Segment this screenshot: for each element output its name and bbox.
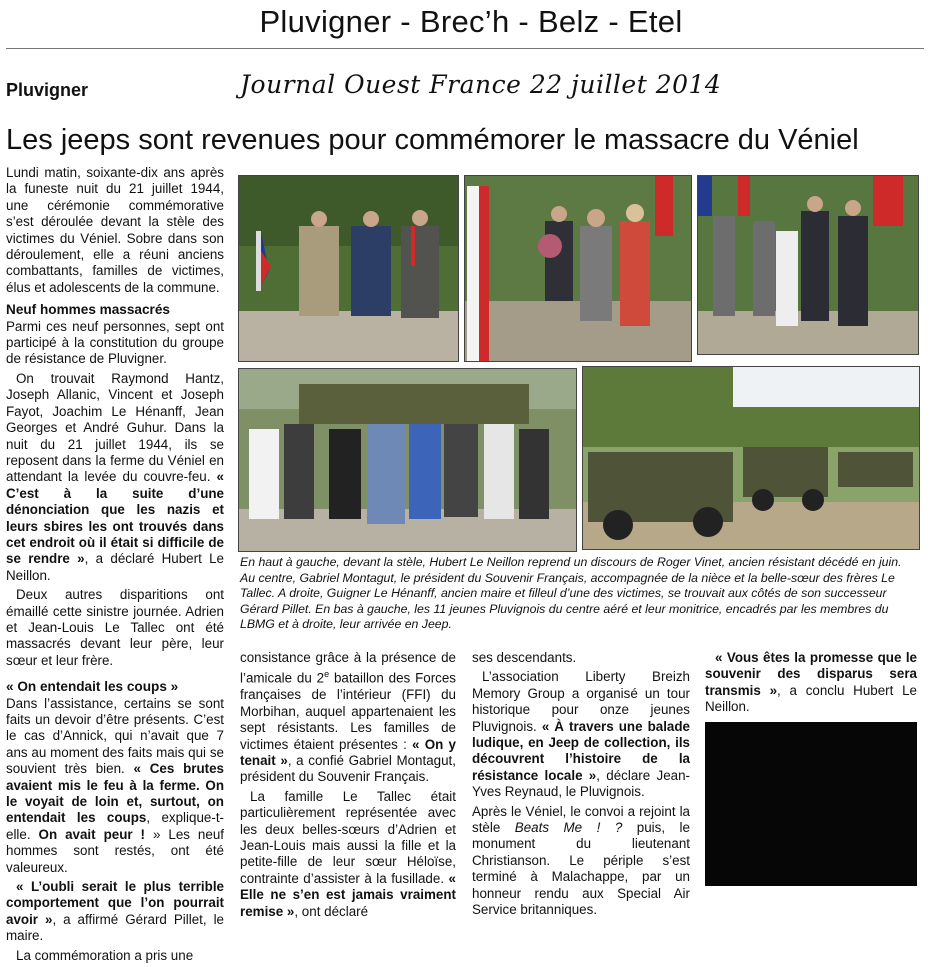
quote: « À travers une balade ludique, en Jeep de collection, ils découvrent l’histoire de la résistance locale » [472, 718, 690, 783]
paragraph: Parmi ces neuf personnes, sept ont participé à la constitution du groupe de résistance de Pluvigner. [6, 318, 224, 367]
paragraph: La commémoration a pris une [16, 947, 194, 963]
paragraph: « L’oubli serait le plus terrible comportement que l’on pourrait avoir », a affirmé Gérard Pillet, le maire. [6, 879, 224, 944]
quote: On avait peur ! [38, 826, 153, 842]
subheading-coups: « On entendait les coups » [6, 679, 179, 695]
quote: « Ces brutes avaient mis le feu à la ferme. On le voyait de loin et, surtout, on entendait les coups [6, 761, 224, 826]
paragraph: Deux autres disparitions ont émaillé cette sinistre journée. Adrien et Jean-Louis Le Tallec ont été massacrés devant leur père, leur sœur et leur frère. [6, 587, 224, 668]
photo-youth-group [238, 368, 577, 552]
article-column-3 [472, 650, 690, 922]
article-headline: Les jeeps sont revenues pour commémorer le massacre du Véniel [6, 124, 859, 156]
paragraph: « Vous êtes la promesse que le souvenir des disparus sera transmis », a conclu Hubert Le Neillon. [705, 650, 917, 715]
quote: « C’est à la suite d’une dénonciation que les nazis et leurs sbires les ont trouvés dans cet endroit où il était si difficile de se rendre » [6, 469, 224, 567]
header-rule [6, 48, 924, 49]
paragraph: La famille Le Tallec était particulièrement représentée avec les deux belles-sœurs d’Adrien et Jean-Louis mais aussi la fille et la petite-fille de leur sœur Héloïse, contrainte d’assister à la fusillade. « Elle ne s’en est jamais vraiment remise », ont déclaré [240, 788, 456, 919]
photo-jeep-convoy [582, 366, 920, 550]
quote: « Elle ne s’en est jamais vraiment remise » [240, 870, 456, 919]
paragraph: L’association Liberty Breizh Memory Group a organisé un tour historique pour onze jeunes Pluvignois. « À travers une balade ludique, en Jeep de collection, ils découvrent l’histoire de la résistance locale », déclare Jean-Yves Reynaud, le Pluvignois. [472, 669, 690, 800]
article-column-2 [240, 650, 456, 923]
quote: « L’oubli serait le plus terrible comportement que l’on pourrait avoir » [6, 879, 224, 927]
paragraph: Après le Véniel, le convoi a rejoint la stèle Beats Me ! ? puis, le monument du lieutenant Christianson. Le périple s’est terminé à Malachappe, par un honneur rendu aux Special Air Service britanniques. [472, 803, 690, 918]
paragraph-intro: Lundi matin, soixante-dix ans après la funeste nuit du 21 juillet 1944, une cérémonie commémorative s’est déroulée devant la stèle des victimes du Véniel. Sobre dans son déroulement, elle a réuni anciens combattants, familles de victimes, élus et adolescents de la commune. [6, 165, 224, 295]
black-redaction-box [705, 722, 917, 886]
article-column-4 [705, 650, 917, 719]
quote: « Vous êtes la promesse que le souvenir des disparus sera transmis » [705, 650, 917, 698]
photo-stele-speech [238, 175, 459, 362]
handwritten-note: Journal Ouest France 22 juillet 2014 [240, 70, 722, 99]
quote: « On y tenait » [240, 736, 456, 768]
photo-wreath-laying [464, 175, 692, 362]
photo-officials-flags [697, 175, 919, 355]
region-title: Pluvigner - Brec’h - Belz - Etel [259, 4, 683, 39]
paragraph: On trouvait Raymond Hantz, Joseph Allanic, Vincent et Joseph Fayot, Joachim Le Hénanff, Jean Georges et André Guhur. Dans la nuit du 21 juillet 1944, ils se reposent dans la ferme du Véniel en attendant la levée du couvre-feu. « C’est à la suite d’une dénonciation que les nazis et leurs sbires les ont trouvés dans cet endroit où il était si difficile de se rendre », a déclaré Hubert Le Neillon. [6, 370, 224, 583]
paragraph: Dans l’assistance, certains se sont faits un devoir d’être présents. C’est le cas d’Annick, qui n’avait que 7 ans au moment des faits mais qui se souvient très bien. « Ces brutes avaient mis le feu à la ferme. On le voyait de loin et, surtout, on entendait les coups, explique-t-elle. On avait peur ! » Les neuf hommes sont restés, ont été valeureux. [6, 695, 224, 875]
section-label: Pluvigner [6, 80, 89, 100]
article-column-1 [6, 165, 224, 967]
paragraph: consistance grâce à la présence de l’amicale du 2e bataillon des Forces françaises de l’intérieur (FFI) du Morbihan, auquel appartenaient les sept résistants. Les familles de victimes étaient présentes : « On y tenait », a confié Gabriel Montagut, président du Souvenir Français. [240, 650, 456, 785]
subheading-neuf-hommes: Neuf hommes massacrés [6, 302, 170, 318]
paragraph: ses descendants. [472, 650, 577, 665]
photo-caption: En haut à gauche, devant la stèle, Hubert Le Neillon reprend un discours de Roger Vinet, ancien résistant décédé en juin. Au centre, Gabriel Montagut, le président du Souvenir Français, accompagnée de la nièce et la belle-sœur des frères Le Tallec. A droite, Guigner Le Hénanff, ancien maire et filleul d’une des victimes, se trouvait aux côtés de son successeur Gérard Pillet. En bas à gauche, les 11 jeunes Pluvignois du centre aéré et leur monitrice, encadrés par les membres du LBMG et à droite, leur arrivée en Jeep. [240, 555, 902, 632]
